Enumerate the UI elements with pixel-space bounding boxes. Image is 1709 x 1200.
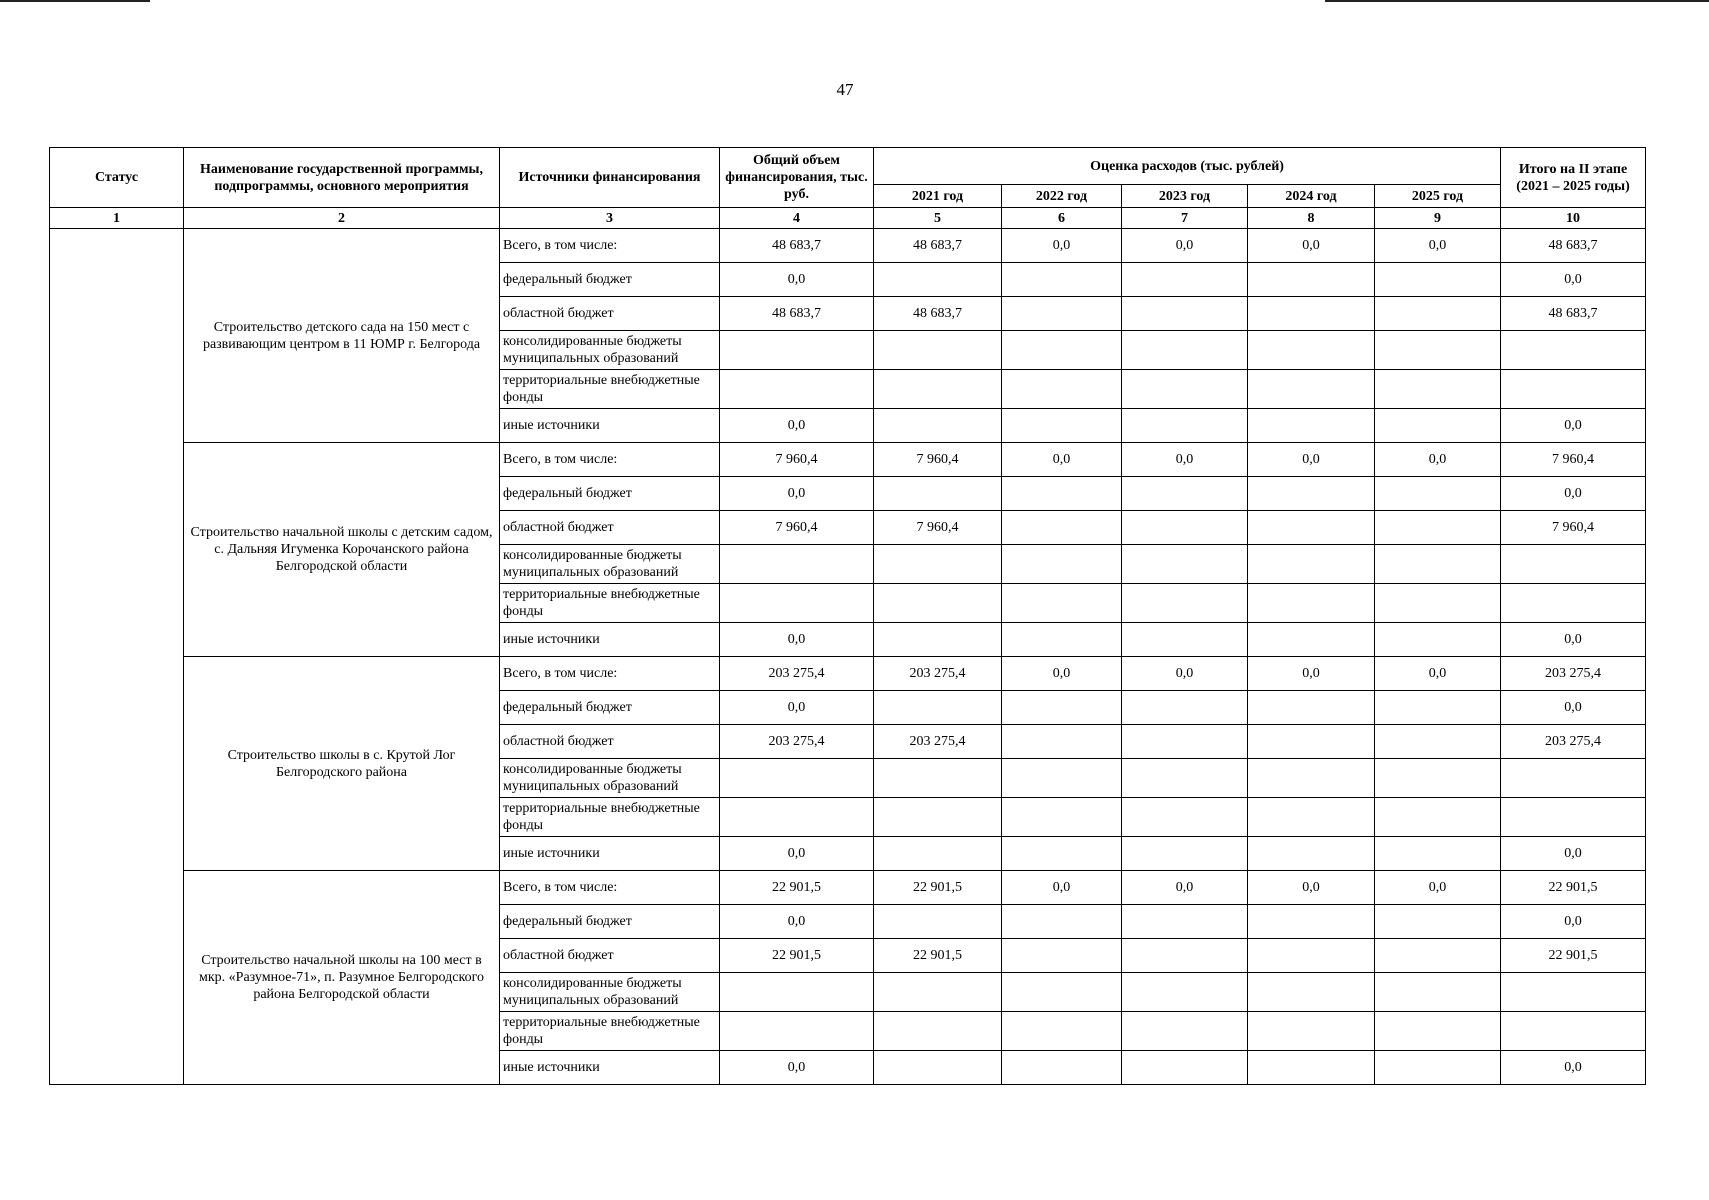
value-cell <box>1375 584 1501 623</box>
source-label-cell: Всего, в том числе: <box>500 229 720 263</box>
source-label-cell: Всего, в том числе: <box>500 871 720 905</box>
value-cell: 0,0 <box>1501 691 1646 725</box>
source-label-cell: федеральный бюджет <box>500 263 720 297</box>
value-cell <box>1248 759 1375 798</box>
value-cell <box>874 623 1002 657</box>
header-estimate: Оценка расходов (тыс. рублей) <box>874 148 1501 185</box>
value-cell <box>1122 1051 1248 1085</box>
value-cell <box>1002 409 1122 443</box>
value-cell: 48 683,7 <box>1501 297 1646 331</box>
value-cell <box>1002 623 1122 657</box>
col-number: 6 <box>1002 208 1122 229</box>
value-cell: 0,0 <box>720 1051 874 1085</box>
value-cell <box>1002 545 1122 584</box>
table-row <box>50 657 1646 691</box>
value-cell <box>1002 297 1122 331</box>
value-cell: 0,0 <box>1122 229 1248 263</box>
value-cell <box>1122 331 1248 370</box>
value-cell <box>1375 409 1501 443</box>
value-cell <box>1248 905 1375 939</box>
value-cell: 0,0 <box>1248 229 1375 263</box>
value-cell <box>1501 798 1646 837</box>
value-cell <box>874 759 1002 798</box>
value-cell: 48 683,7 <box>874 229 1002 263</box>
value-cell <box>874 370 1002 409</box>
value-cell <box>1248 691 1375 725</box>
value-cell <box>720 1012 874 1051</box>
table-body <box>50 229 1646 1085</box>
value-cell <box>1248 1051 1375 1085</box>
value-cell: 0,0 <box>1248 443 1375 477</box>
value-cell <box>1375 331 1501 370</box>
value-cell <box>1122 623 1248 657</box>
source-label-cell: территориальные внебюджетные фонды <box>500 584 720 623</box>
value-cell <box>1248 837 1375 871</box>
value-cell <box>874 1051 1002 1085</box>
value-cell: 0,0 <box>1501 905 1646 939</box>
value-cell <box>1248 584 1375 623</box>
value-cell: 22 901,5 <box>874 871 1002 905</box>
header-year-2024: 2024 год <box>1248 185 1375 208</box>
value-cell <box>720 370 874 409</box>
source-label-cell: областной бюджет <box>500 725 720 759</box>
measure-name-cell: Строительство детского сада на 150 мест с развивающим центром в 11 ЮМР г. Белгорода <box>184 229 500 443</box>
value-cell <box>1375 1012 1501 1051</box>
value-cell <box>1248 477 1375 511</box>
source-label-cell: территориальные внебюджетные фонды <box>500 798 720 837</box>
value-cell <box>1248 297 1375 331</box>
value-cell: 0,0 <box>1122 871 1248 905</box>
value-cell <box>1501 759 1646 798</box>
value-cell <box>1375 370 1501 409</box>
col-number: 4 <box>720 208 874 229</box>
value-cell: 0,0 <box>1375 443 1501 477</box>
value-cell: 48 683,7 <box>1501 229 1646 263</box>
col-number: 10 <box>1501 208 1646 229</box>
source-label-cell: иные источники <box>500 623 720 657</box>
value-cell: 0,0 <box>1122 443 1248 477</box>
value-cell <box>1122 545 1248 584</box>
source-label-cell: консолидированные бюджеты муниципальных образований <box>500 331 720 370</box>
value-cell <box>1248 263 1375 297</box>
value-cell: 7 960,4 <box>720 443 874 477</box>
col-number: 7 <box>1122 208 1248 229</box>
value-cell <box>1501 545 1646 584</box>
value-cell <box>720 973 874 1012</box>
value-cell <box>720 798 874 837</box>
value-cell <box>720 545 874 584</box>
value-cell: 0,0 <box>720 691 874 725</box>
value-cell: 0,0 <box>1501 837 1646 871</box>
value-cell <box>720 584 874 623</box>
value-cell <box>1122 297 1248 331</box>
header-year-2023: 2023 год <box>1122 185 1248 208</box>
value-cell: 0,0 <box>1375 657 1501 691</box>
measure-name-cell: Строительство школы в с. Крутой Лог Белгородского района <box>184 657 500 871</box>
value-cell <box>1002 939 1122 973</box>
value-cell <box>1501 584 1646 623</box>
source-label-cell: территориальные внебюджетные фонды <box>500 1012 720 1051</box>
table-row <box>50 871 1646 905</box>
measure-name-cell: Строительство начальной школы с детским садом, с. Дальняя Игуменка Корочанского района Белгородской области <box>184 443 500 657</box>
value-cell: 0,0 <box>720 837 874 871</box>
value-cell <box>1002 691 1122 725</box>
value-cell: 203 275,4 <box>720 725 874 759</box>
value-cell <box>720 331 874 370</box>
value-cell <box>1248 1012 1375 1051</box>
value-cell: 0,0 <box>1002 229 1122 263</box>
value-cell: 203 275,4 <box>720 657 874 691</box>
header-program-name: Наименование государственной программы, подпрограммы, основного мероприятия <box>184 148 500 208</box>
value-cell <box>1501 973 1646 1012</box>
header-sources: Источники финансирования <box>500 148 720 208</box>
value-cell: 22 901,5 <box>720 871 874 905</box>
value-cell: 0,0 <box>1501 263 1646 297</box>
value-cell <box>1248 370 1375 409</box>
value-cell: 0,0 <box>1122 657 1248 691</box>
header-stage-total: Итого на II этапе (2021 – 2025 годы) <box>1501 148 1646 208</box>
value-cell <box>1122 1012 1248 1051</box>
value-cell <box>1375 798 1501 837</box>
value-cell: 0,0 <box>720 409 874 443</box>
value-cell: 0,0 <box>1375 229 1501 263</box>
value-cell: 7 960,4 <box>874 511 1002 545</box>
source-label-cell: областной бюджет <box>500 939 720 973</box>
value-cell: 0,0 <box>1002 443 1122 477</box>
header-year-2022: 2022 год <box>1002 185 1122 208</box>
source-label-cell: иные источники <box>500 837 720 871</box>
value-cell <box>1002 837 1122 871</box>
value-cell <box>1122 370 1248 409</box>
value-cell <box>1002 798 1122 837</box>
value-cell <box>1375 297 1501 331</box>
value-cell <box>1002 973 1122 1012</box>
value-cell <box>1122 973 1248 1012</box>
value-cell <box>1248 409 1375 443</box>
value-cell <box>874 331 1002 370</box>
value-cell: 0,0 <box>1501 623 1646 657</box>
value-cell: 0,0 <box>1002 871 1122 905</box>
value-cell: 0,0 <box>1248 871 1375 905</box>
value-cell <box>1248 511 1375 545</box>
value-cell <box>874 837 1002 871</box>
value-cell: 203 275,4 <box>1501 725 1646 759</box>
source-label-cell: консолидированные бюджеты муниципальных образований <box>500 973 720 1012</box>
value-cell <box>1002 1051 1122 1085</box>
col-number: 2 <box>184 208 500 229</box>
source-label-cell: федеральный бюджет <box>500 477 720 511</box>
value-cell <box>1375 545 1501 584</box>
value-cell <box>1375 511 1501 545</box>
value-cell: 22 901,5 <box>874 939 1002 973</box>
value-cell: 0,0 <box>720 263 874 297</box>
value-cell: 22 901,5 <box>1501 939 1646 973</box>
value-cell <box>874 798 1002 837</box>
value-cell: 7 960,4 <box>1501 511 1646 545</box>
value-cell <box>1002 725 1122 759</box>
source-label-cell: консолидированные бюджеты муниципальных образований <box>500 759 720 798</box>
source-label-cell: областной бюджет <box>500 511 720 545</box>
value-cell <box>1248 623 1375 657</box>
value-cell <box>1002 584 1122 623</box>
value-cell <box>1002 370 1122 409</box>
value-cell <box>1002 905 1122 939</box>
value-cell: 203 275,4 <box>874 657 1002 691</box>
value-cell <box>1375 905 1501 939</box>
header-year-2025: 2025 год <box>1375 185 1501 208</box>
header-total-volume: Общий объем финансирования, тыс. руб. <box>720 148 874 208</box>
value-cell <box>874 584 1002 623</box>
value-cell <box>1122 409 1248 443</box>
value-cell <box>1375 623 1501 657</box>
value-cell <box>1122 798 1248 837</box>
col-number: 8 <box>1248 208 1375 229</box>
header-status: Статус <box>50 148 184 208</box>
value-cell <box>874 1012 1002 1051</box>
value-cell <box>1501 331 1646 370</box>
col-number: 3 <box>500 208 720 229</box>
value-cell <box>1375 263 1501 297</box>
value-cell: 0,0 <box>1501 1051 1646 1085</box>
source-label-cell: федеральный бюджет <box>500 691 720 725</box>
value-cell <box>1375 759 1501 798</box>
value-cell <box>1375 691 1501 725</box>
value-cell: 7 960,4 <box>874 443 1002 477</box>
value-cell <box>1002 263 1122 297</box>
table-row <box>50 443 1646 477</box>
value-cell: 0,0 <box>1002 657 1122 691</box>
value-cell <box>1248 973 1375 1012</box>
value-cell <box>1375 973 1501 1012</box>
source-label-cell: Всего, в том числе: <box>500 443 720 477</box>
value-cell <box>1002 759 1122 798</box>
value-cell <box>1248 798 1375 837</box>
value-cell <box>1122 477 1248 511</box>
source-label-cell: иные источники <box>500 409 720 443</box>
value-cell: 0,0 <box>720 623 874 657</box>
value-cell <box>1501 370 1646 409</box>
value-cell <box>874 477 1002 511</box>
value-cell: 22 901,5 <box>720 939 874 973</box>
value-cell: 0,0 <box>1375 871 1501 905</box>
top-edge-line-left <box>0 0 150 2</box>
value-cell: 48 683,7 <box>720 297 874 331</box>
value-cell <box>874 905 1002 939</box>
table-row <box>50 229 1646 263</box>
value-cell <box>874 409 1002 443</box>
value-cell <box>1002 477 1122 511</box>
value-cell: 22 901,5 <box>1501 871 1646 905</box>
page-number: 47 <box>836 80 854 99</box>
value-cell <box>1248 725 1375 759</box>
header-year-2021: 2021 год <box>874 185 1002 208</box>
value-cell <box>1248 939 1375 973</box>
value-cell <box>1122 905 1248 939</box>
source-label-cell: иные источники <box>500 1051 720 1085</box>
value-cell <box>874 545 1002 584</box>
value-cell: 7 960,4 <box>1501 443 1646 477</box>
value-cell <box>1122 263 1248 297</box>
col-number: 1 <box>50 208 184 229</box>
value-cell <box>1122 584 1248 623</box>
value-cell <box>1375 725 1501 759</box>
value-cell: 0,0 <box>1501 409 1646 443</box>
value-cell <box>1122 511 1248 545</box>
status-cell <box>50 229 184 1085</box>
value-cell <box>1375 477 1501 511</box>
value-cell <box>1122 725 1248 759</box>
col-number: 9 <box>1375 208 1501 229</box>
value-cell <box>1248 331 1375 370</box>
value-cell: 0,0 <box>1248 657 1375 691</box>
value-cell: 0,0 <box>720 905 874 939</box>
source-label-cell: территориальные внебюджетные фонды <box>500 370 720 409</box>
source-label-cell: областной бюджет <box>500 297 720 331</box>
value-cell: 203 275,4 <box>1501 657 1646 691</box>
top-edge-line-right <box>1325 0 1709 2</box>
value-cell <box>1375 1051 1501 1085</box>
value-cell <box>1501 1012 1646 1051</box>
value-cell <box>874 973 1002 1012</box>
value-cell: 0,0 <box>1501 477 1646 511</box>
value-cell <box>1002 1012 1122 1051</box>
source-label-cell: Всего, в том числе: <box>500 657 720 691</box>
value-cell: 203 275,4 <box>874 725 1002 759</box>
source-label-cell: федеральный бюджет <box>500 905 720 939</box>
value-cell: 0,0 <box>720 477 874 511</box>
value-cell <box>1002 331 1122 370</box>
value-cell <box>1002 511 1122 545</box>
value-cell: 48 683,7 <box>720 229 874 263</box>
value-cell <box>1375 939 1501 973</box>
measure-name-cell: Строительство начальной школы на 100 мест в мкр. «Разумное-71», п. Разумное Белгородского района Белгородской области <box>184 871 500 1085</box>
value-cell: 48 683,7 <box>874 297 1002 331</box>
value-cell: 7 960,4 <box>720 511 874 545</box>
value-cell <box>874 263 1002 297</box>
value-cell <box>720 759 874 798</box>
financing-table <box>49 147 1646 1085</box>
col-number: 5 <box>874 208 1002 229</box>
value-cell <box>1248 545 1375 584</box>
value-cell <box>1122 939 1248 973</box>
source-label-cell: консолидированные бюджеты муниципальных образований <box>500 545 720 584</box>
value-cell <box>1375 837 1501 871</box>
value-cell <box>1122 759 1248 798</box>
value-cell <box>874 691 1002 725</box>
value-cell <box>1122 691 1248 725</box>
value-cell <box>1122 837 1248 871</box>
